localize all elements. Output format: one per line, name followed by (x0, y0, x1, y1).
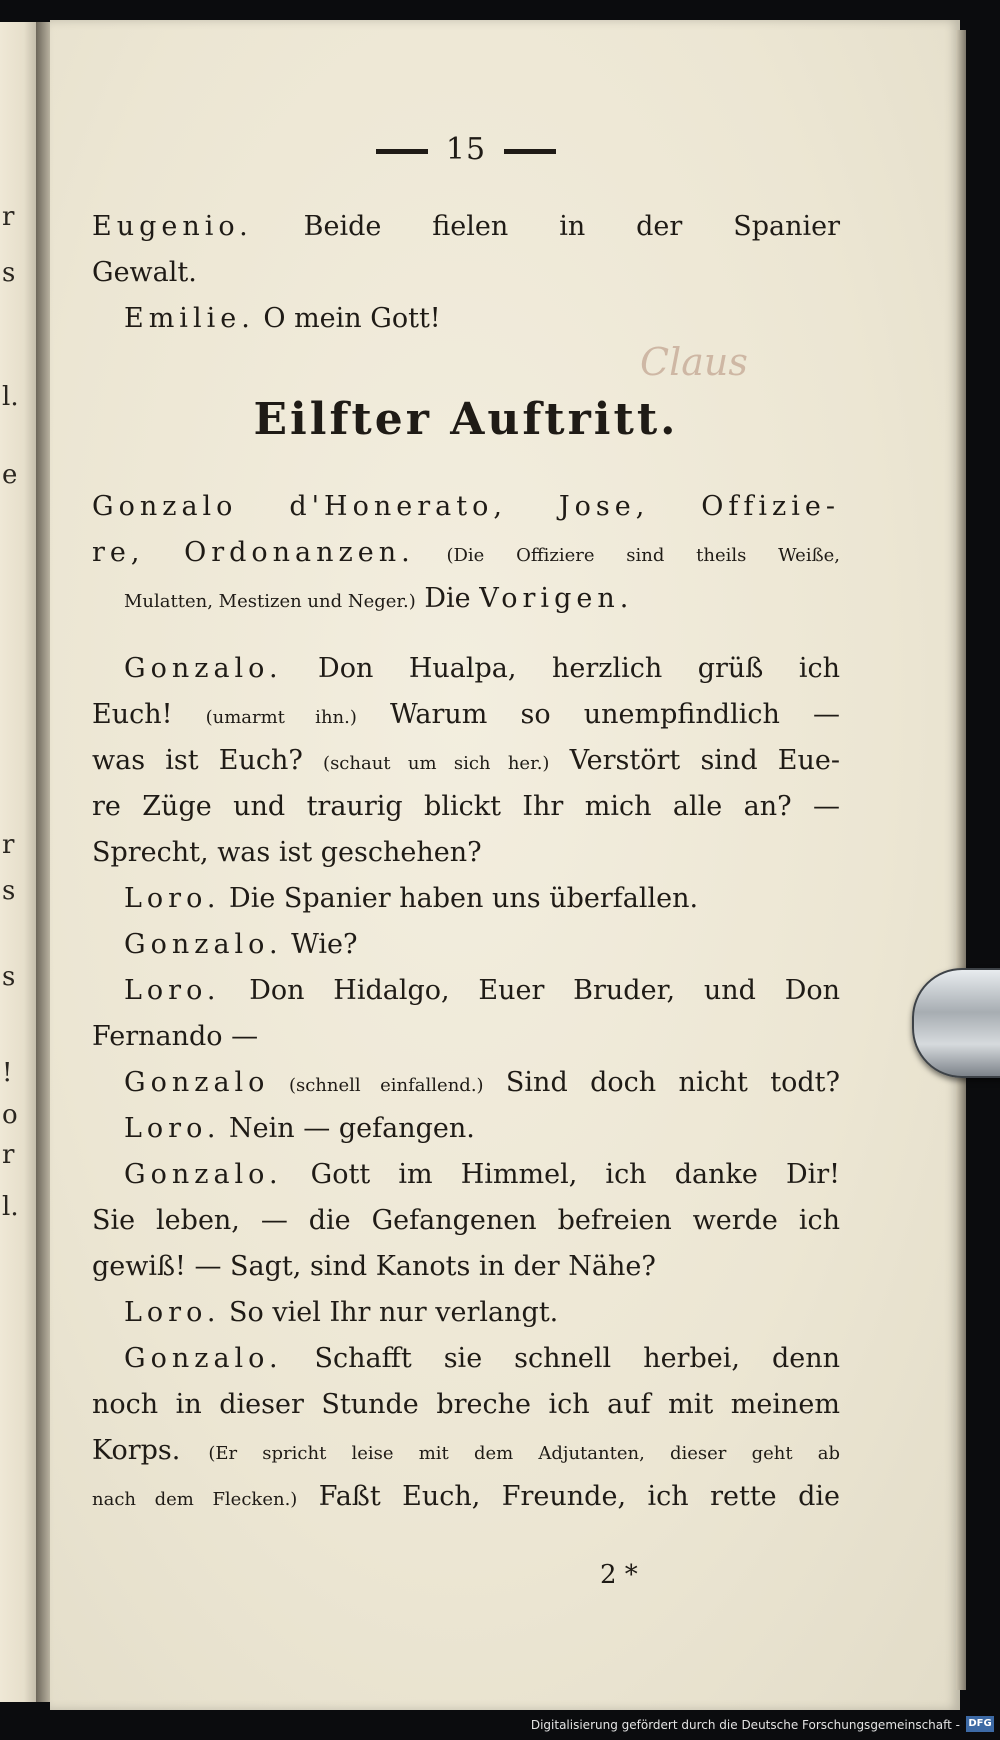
dfg-logo: DFG (966, 1716, 994, 1732)
speaker-name: Gonzalo. (124, 653, 283, 684)
dialogue-line (92, 784, 840, 830)
stage-direction: (Er spricht leise mit dem Adjutanten, dieser geht ab (208, 1443, 840, 1464)
page-header (92, 130, 840, 170)
cast-line (92, 576, 840, 622)
page-edge (956, 30, 966, 1690)
dialogue-line (92, 1244, 840, 1290)
dialogue-line (92, 922, 840, 968)
left-page-glyph: s (2, 962, 16, 992)
signature-mark: 2 * (600, 1560, 638, 1590)
stage-direction: (umarmt ihn.) (205, 707, 357, 728)
line-text: Die Spanier haben uns überfallen. (220, 883, 699, 914)
line-text: So viel Ihr nur verlangt. (220, 1297, 559, 1328)
page-text (92, 130, 840, 1520)
left-page-glyph: r (2, 1140, 15, 1170)
line-text: noch in dieser Stunde breche ich auf mit meinem (92, 1389, 840, 1420)
line-text: Sind doch nicht todt? (483, 1067, 840, 1098)
header-dash-left (376, 149, 428, 154)
cast-line (92, 484, 840, 530)
line-text: Gewalt. (92, 257, 197, 288)
stage-direction: nach dem Flecken.) (92, 1489, 298, 1510)
left-page-glyph: s (2, 876, 16, 906)
left-page-glyph: s (2, 258, 16, 288)
speaker-name: Vorigen. (479, 583, 634, 614)
speaker-name: Gonzalo. (124, 929, 283, 960)
dialogue-line (92, 1198, 840, 1244)
digitization-credit: Digitalisierung gefördert durch die Deutsche Forschungsgemeinschaft - (530, 1718, 960, 1732)
speaker-name: re, Ordonanzen. (92, 537, 415, 568)
speaker-name: Eugenio. (92, 211, 253, 242)
page-clip (912, 968, 1000, 1078)
left-page-glyph: ! (2, 1058, 13, 1088)
line-text: Die (415, 583, 480, 614)
opening-dialogue (92, 204, 840, 342)
line-text: re Züge und traurig blickt Ihr mich alle an? — (92, 791, 840, 822)
line-text: Warum so unempfindlich — (356, 699, 840, 730)
line-text: Korps. (92, 1435, 209, 1466)
page-number: 15 (445, 132, 487, 167)
stage-direction: (Die Offiziere sind theils Weiße, (414, 545, 840, 566)
dialogue-line (92, 1336, 840, 1382)
dialogue-line (92, 1290, 840, 1336)
cast-line (92, 530, 840, 576)
dialogue-line (92, 830, 840, 876)
pencil-annotation: Claus (640, 340, 748, 384)
stage-direction: (schaut um sich her.) (323, 753, 550, 774)
line-text: Euch! (92, 699, 206, 730)
spacer (92, 622, 840, 646)
opening-line (92, 296, 840, 342)
speaker-name: Loro. (124, 1297, 221, 1328)
dialogue-line (92, 876, 840, 922)
line-text: Fernando — (92, 1021, 259, 1052)
speaker-name: Gonzalo. (124, 1159, 283, 1190)
header-dash-right (504, 149, 556, 154)
dialogue-line (92, 646, 840, 692)
left-page-glyph: r (2, 202, 15, 232)
line-text: Don Hualpa, herzlich grüß ich (282, 653, 840, 684)
speaker-name: Loro. (124, 1113, 221, 1144)
dialogue-line (92, 1428, 840, 1474)
line-text: Sie leben, — die Gefangenen befreien werde ich (92, 1205, 840, 1236)
dialogue-line (92, 1106, 840, 1152)
speaker-name: Loro. (124, 975, 221, 1006)
dialogue-line (92, 968, 840, 1014)
left-page-glyph: l. (2, 1192, 19, 1222)
line-text: gewiß! — Sagt, sind Kanots in der Nähe? (92, 1251, 656, 1282)
line-text: Gott im Himmel, ich danke Dir! (282, 1159, 840, 1190)
line-text: Don Hidalgo, Euer Bruder, und Don (220, 975, 840, 1006)
dialogue-line (92, 1474, 840, 1520)
stage-direction: (schnell einfallend.) (269, 1075, 484, 1096)
left-page-glyph: l. (2, 382, 19, 412)
line-text: Beide fielen in der Spanier (252, 211, 840, 242)
speaker-name: Gonzalo (124, 1067, 270, 1098)
line-text: Sprecht, was ist geschehen? (92, 837, 482, 868)
scene-title: Eilfter Auftritt. (253, 394, 679, 445)
dialogue-line (92, 1014, 840, 1060)
dialogue-line (92, 692, 840, 738)
dialogue-line (92, 1060, 840, 1106)
dialogue-line (92, 1152, 840, 1198)
speaker-name: Gonzalo. (124, 1343, 283, 1374)
left-page-glyph: o (2, 1100, 18, 1130)
cast-list (92, 484, 840, 622)
line-text: Wie? (282, 929, 358, 960)
opening-line (92, 204, 840, 250)
dialogue-line (92, 738, 840, 784)
speaker-name: Gonzalo d'Honerato, Jose, Offizie- (92, 491, 840, 522)
speaker-name: Emilie. (124, 303, 255, 334)
left-page-glyph: r (2, 830, 15, 860)
opening-line (92, 250, 840, 296)
speaker-name: Loro. (124, 883, 221, 914)
line-text: was ist Euch? (92, 745, 324, 776)
stage-direction: Mulatten, Mestizen und Neger.) (124, 591, 416, 612)
line-text: Schafft sie schnell herbei, denn (282, 1343, 840, 1374)
dialogue-line (92, 1382, 840, 1428)
line-text: Verstört sind Eue- (549, 745, 840, 776)
left-page-fragment (0, 22, 40, 1702)
dialogue (92, 646, 840, 1520)
line-text: Nein — gefangen. (220, 1113, 475, 1144)
left-page-glyph: e (2, 460, 18, 490)
line-text: Faßt Euch, Freunde, ich rette die (297, 1481, 841, 1512)
line-text: O mein Gott! (254, 303, 441, 334)
